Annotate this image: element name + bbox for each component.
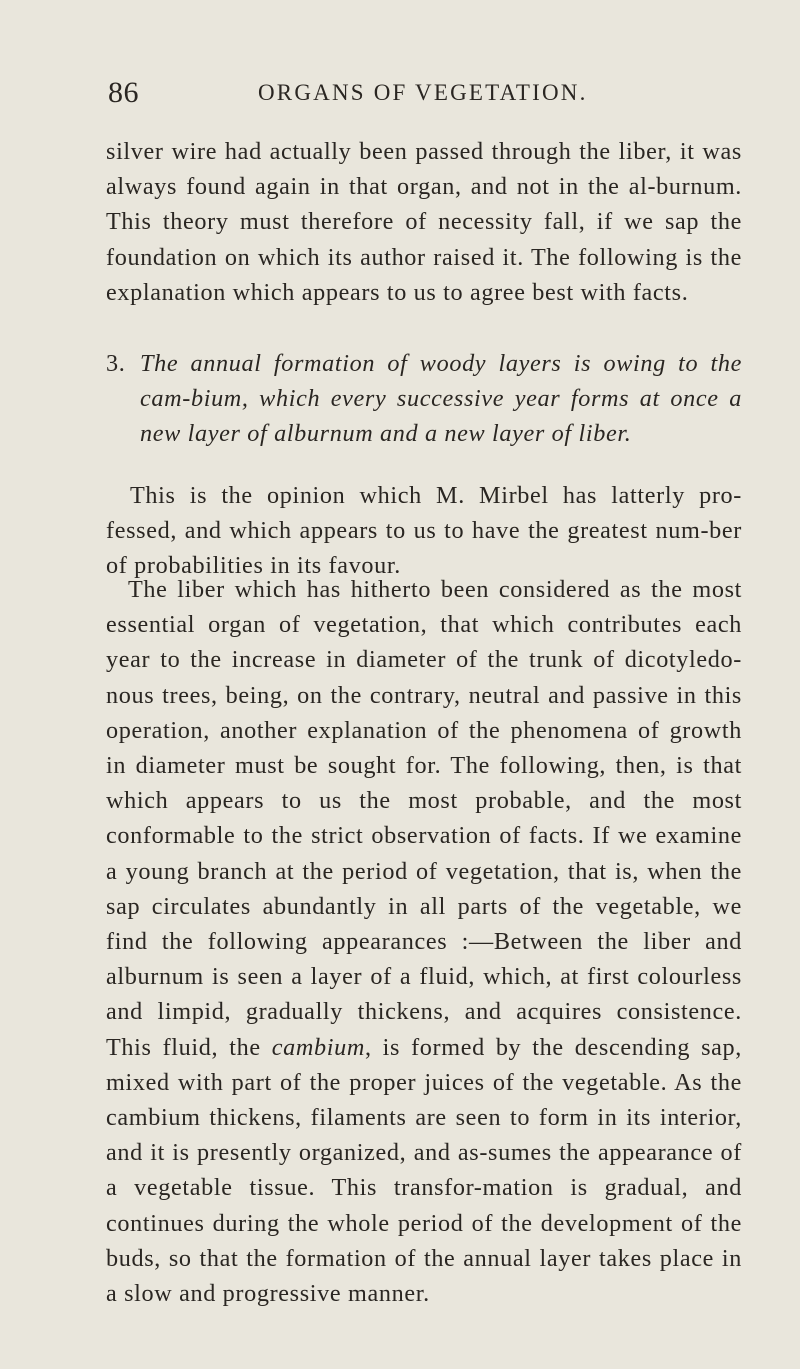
proposition-number: 3. — [106, 350, 126, 377]
paragraph-4-part-1: The liber which has hitherto been considered as the most essential organ of vegetation, that which contributes each year to the increase in diameter of the trunk of dicotyledo-nous trees, being, on the contrary, neutral and passive in this operation, another explanation of the phenomena of growth in diameter must be sought for. The following, then, is that which appears to us the most probable, and the most conformable to the strict observation of facts. If we examine a young branch at the period of vegetation, that is, when the sap circulates abundantly in all parts of the vegetable, we find the following appearances :—Between the liber and alburnum is seen a layer of a fluid, which, at first colourless and limpid, gradually thickens, and acquires consistence. This fluid, the — [106, 576, 742, 1061]
paragraph-4-term-cambium: cambium — [271, 1033, 365, 1061]
paragraph-4-part-2: , is formed by the descending sap, mixed with part of the proper juices of the vegetable. As the cambium thickens, filaments are seen to form in its interior, and it is presently organized, and as-sumes the appearance of a vegetable tissue. This transfor-mation is gradual, and continues during the whole period of the development of the buds, so that the formation of the annual layer takes place in a slow and progressive manner. — [106, 1033, 742, 1308]
paragraph-4 — [106, 572, 742, 1311]
proposition-text: The annual formation of woody layers is owing to the cam-bium, which every successive year forms at once a new layer of alburnum and a new layer of liber. — [140, 350, 742, 448]
page-number: 86 — [108, 76, 139, 109]
proposition-3 — [106, 346, 742, 452]
running-title: ORGANS OF VEGETATION. — [258, 80, 588, 105]
paragraph-1: silver wire had actually been passed through the liber, it was always found again in that organ, and not in the al-burnum. This theory must therefore of necessity fall, if we sap the foundation on which its author raised it. The following is the explanation which appears to us to agree best with facts. — [106, 138, 742, 306]
paragraph-3: This is the opinion which M. Mirbel has latterly pro-fessed, and which appears to us to have the greatest num-ber of probabilities in its favour. — [106, 482, 742, 580]
running-head — [108, 76, 740, 110]
